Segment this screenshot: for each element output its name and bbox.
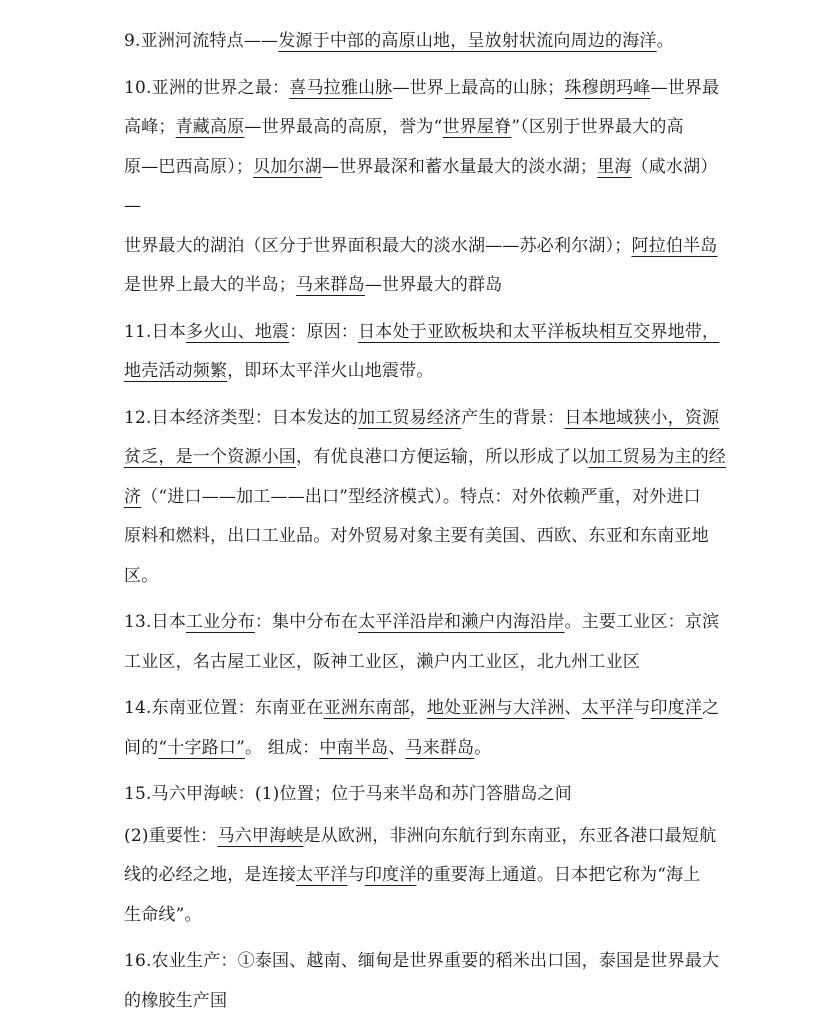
text-line <box>124 275 502 295</box>
underlined-text: 贫乏，是一个资源小国 <box>124 447 296 467</box>
text-segment: (2)重要性： <box>124 825 218 846</box>
text-segment: 区。 <box>124 565 159 586</box>
underlined-text: 多火山、地震 <box>186 321 290 342</box>
text-line <box>124 31 674 51</box>
text-segment: ：原因： <box>289 321 359 342</box>
paragraph-14 <box>124 689 727 768</box>
text-segment: 工业区，名古屋工业区，阪神工业区，濑户内工业区，北九州工业区 <box>124 651 640 672</box>
text-segment: 9.亚洲河流特点—— <box>124 31 279 51</box>
text-line <box>124 738 491 758</box>
text-line <box>124 447 726 467</box>
text-line <box>124 526 709 546</box>
text-segment: —世界上最高的山脉； <box>392 77 565 98</box>
underlined-text: 日本处于亚欧板块和太平洋板块相互交界地带， <box>358 321 720 342</box>
text-segment: 、 <box>564 698 582 718</box>
text-segment: 原—巴西高原）； <box>124 156 254 177</box>
text-segment: 。 组成： <box>245 737 320 758</box>
text-segment: 与 <box>347 865 365 885</box>
text-segment: 原料和燃料，出口工业品。对外贸易对象主要有美国、西欧、东亚和东南亚地 <box>124 526 709 546</box>
text-line <box>124 78 719 98</box>
text-line <box>124 905 202 925</box>
text-line <box>124 117 684 137</box>
text-segment: ：集中分布在 <box>254 612 359 632</box>
paragraph-15 <box>124 775 727 815</box>
text-segment: 世界最大的湖泊（区分于世界面积最大的淡水湖——苏必利尔湖）； <box>124 235 632 256</box>
text-line <box>124 951 719 971</box>
text-segment: 高峰； <box>124 117 176 137</box>
text-line <box>124 865 701 885</box>
underlined-text: 马来群岛 <box>296 275 365 295</box>
text-segment: 之 <box>702 698 720 718</box>
text-segment: 、 <box>388 737 406 758</box>
underlined-text: 中南半岛 <box>319 737 389 758</box>
underlined-text: 阿拉伯半岛 <box>631 235 718 256</box>
paragraph-13 <box>124 603 727 682</box>
text-segment: 间的 <box>124 737 159 758</box>
underlined-text: 发源于中部的高原山地，呈放射状流向周边的海洋 <box>278 31 657 51</box>
text-line <box>124 784 572 804</box>
text-segment: —世界最深和蓄水量最大的淡水湖； <box>321 156 598 177</box>
underlined-text: 太平洋 <box>581 698 634 718</box>
underlined-text: 马六甲海峡 <box>217 825 304 846</box>
text-line <box>124 566 158 586</box>
underlined-text: 马来群岛 <box>405 737 475 758</box>
underlined-text: 地处亚洲与大洋洲 <box>426 698 565 718</box>
paragraph-15-part-2 <box>124 817 727 936</box>
text-segment: 与 <box>633 698 651 718</box>
underlined-text: “十字路口” <box>158 737 245 758</box>
paragraph-10 <box>124 69 727 306</box>
underlined-text: 印度洋 <box>650 698 703 718</box>
text-segment: —世界最 <box>650 77 720 98</box>
text-line <box>124 487 701 507</box>
paragraph-12 <box>124 399 727 597</box>
underlined-text: 喜马拉雅山脉 <box>289 77 393 98</box>
underlined-text: 加工贸易经济 <box>358 407 462 428</box>
underlined-text: 工业分布 <box>186 612 255 632</box>
underlined-text: 日本地域狭小，资源 <box>564 407 720 428</box>
text-segment: 的重要海上通道。日本把它称为“海上 <box>416 865 701 885</box>
text-segment: ，即环太平洋火山地震带。 <box>227 361 434 381</box>
text-line <box>124 826 716 846</box>
underlined-text: 加工贸易为主的经 <box>588 447 727 467</box>
text-line <box>124 408 719 428</box>
text-segment: （“进口——加工——出口”型经济模式）。特点：对外依赖严重，对外进口 <box>141 486 701 507</box>
underlined-text: 亚洲东南部 <box>323 698 410 718</box>
paragraph-16 <box>124 942 727 1021</box>
text-segment: 11.日本 <box>124 321 187 342</box>
underlined-text: 里海 <box>597 156 632 177</box>
underlined-text: 济 <box>124 486 142 507</box>
text-segment: ”（区别于世界最大的高 <box>511 117 684 137</box>
text-line <box>124 652 640 672</box>
text-line <box>124 361 434 381</box>
underlined-text: 贝加尔湖 <box>253 156 322 177</box>
underlined-text: 印度洋 <box>364 865 417 885</box>
underlined-text: 太平洋沿岸和濑户内海沿岸 <box>358 612 565 632</box>
text-segment: 生命线”。 <box>124 904 202 925</box>
text-line <box>124 698 719 718</box>
text-segment: 。 <box>656 31 674 51</box>
text-line <box>124 991 227 1011</box>
underlined-text: 世界屋脊 <box>442 117 512 137</box>
text-segment: 产生的背景： <box>461 407 565 428</box>
text-line <box>124 157 718 217</box>
text-line <box>124 612 719 632</box>
text-segment: —世界最大的群岛 <box>364 275 503 295</box>
text-segment: 13.日本 <box>124 612 187 632</box>
underlined-text: 地壳活动频繁 <box>124 361 228 381</box>
text-segment: 12.日本经济类型：日本发达的 <box>124 407 359 428</box>
paragraph-9 <box>124 22 727 62</box>
underlined-text: 珠穆朗玛峰 <box>564 77 651 98</box>
text-segment: 。主要工业区：京滨 <box>564 612 720 632</box>
text-segment: —世界最高的高原，誉为“ <box>244 117 443 137</box>
text-segment: 是从欧洲，非洲向东航行到东南亚，东亚各港口最短航 <box>303 825 717 846</box>
underlined-text: 青藏高原 <box>175 117 245 137</box>
text-line <box>124 322 719 342</box>
text-segment: 14.东南亚位置：东南亚在 <box>124 698 324 718</box>
text-segment: 的橡胶生产国 <box>124 990 228 1011</box>
text-segment: 是世界上最大的半岛； <box>124 275 296 295</box>
text-line <box>124 236 718 256</box>
text-segment: 10.亚洲的世界之最： <box>124 77 290 98</box>
text-segment: 线的必经之地，是连接 <box>124 865 296 885</box>
text-segment: 15.马六甲海峡：(1)位置；位于马来半岛和苏门答腊岛之间 <box>124 784 572 804</box>
underlined-text: 太平洋 <box>296 865 348 885</box>
paragraph-11 <box>124 313 727 392</box>
text-segment: 16.农业生产：①泰国、越南、缅甸是世界重要的稻米出口国，泰国是世界最大 <box>124 951 720 971</box>
text-segment: 。 <box>474 737 492 758</box>
text-segment: ，有优良港口方便运输，所以形成了以 <box>296 447 589 467</box>
text-segment: ， <box>409 698 427 718</box>
text-segment: （咸水湖）— <box>124 156 718 216</box>
